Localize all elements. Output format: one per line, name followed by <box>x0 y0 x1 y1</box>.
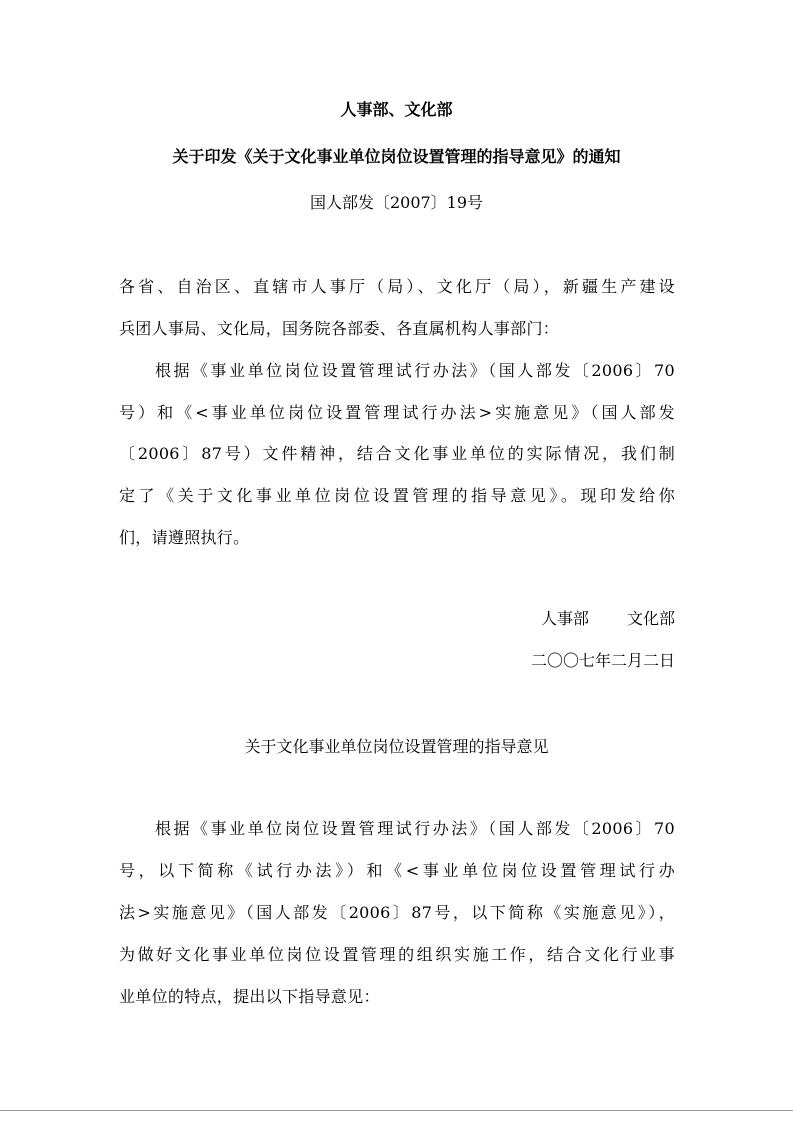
page-bottom-rule <box>0 1110 793 1111</box>
guidance-line: 法>实施意见》（国人部发〔2006〕87号，以下简称《实施意见》）， <box>119 903 675 922</box>
guidance-line: 为做好文化事业单位岗位设置管理的组织实施工作，结合文化行业事 <box>119 945 675 964</box>
notice-line: 号）和《<事业单位岗位设置管理试行办法>实施意见》（国人部发 <box>119 403 675 422</box>
signature-org-hr: 人事部 <box>540 609 589 628</box>
notice-line: 兵团人事局、文化局，国务院各部委、各直属机构人事部门： <box>119 319 560 338</box>
guidance-line: 号，以下简称《试行办法》）和《<事业单位岗位设置管理试行办 <box>119 861 675 880</box>
notice-line: 各省、自治区、直辖市人事厅（局）、文化厅（局），新疆生产建设 <box>119 277 675 296</box>
document-number: 国人部发〔2007〕19号 <box>309 193 484 212</box>
notice-line: 们，请遵照执行。 <box>119 528 250 547</box>
notice-title: 关于印发《关于文化事业单位岗位设置管理的指导意见》的通知 <box>172 147 621 166</box>
notice-line: 定了《关于文化事业单位岗位设置管理的指导意见》。现印发给你 <box>119 486 675 505</box>
signature-org-culture: 文化部 <box>626 609 675 628</box>
signature-orgs <box>541 606 675 629</box>
issuer-heading: 人事部、文化部 <box>340 100 453 119</box>
guidance-line: 根据《事业单位岗位设置管理试行办法》（国人部发〔2006〕70 <box>155 819 675 838</box>
notice-line: 〔2006〕87号）文件精神，结合文化事业单位的实际情况，我们制 <box>119 444 675 463</box>
signature-date: 二〇〇七年二月二日 <box>530 651 675 670</box>
notice-line: 根据《事业单位岗位设置管理试行办法》（国人部发〔2006〕70 <box>155 361 675 380</box>
guidance-title: 关于文化事业单位岗位设置管理的指导意见 <box>244 737 549 756</box>
guidance-line: 业单位的特点，提出以下指导意见： <box>119 987 380 1006</box>
